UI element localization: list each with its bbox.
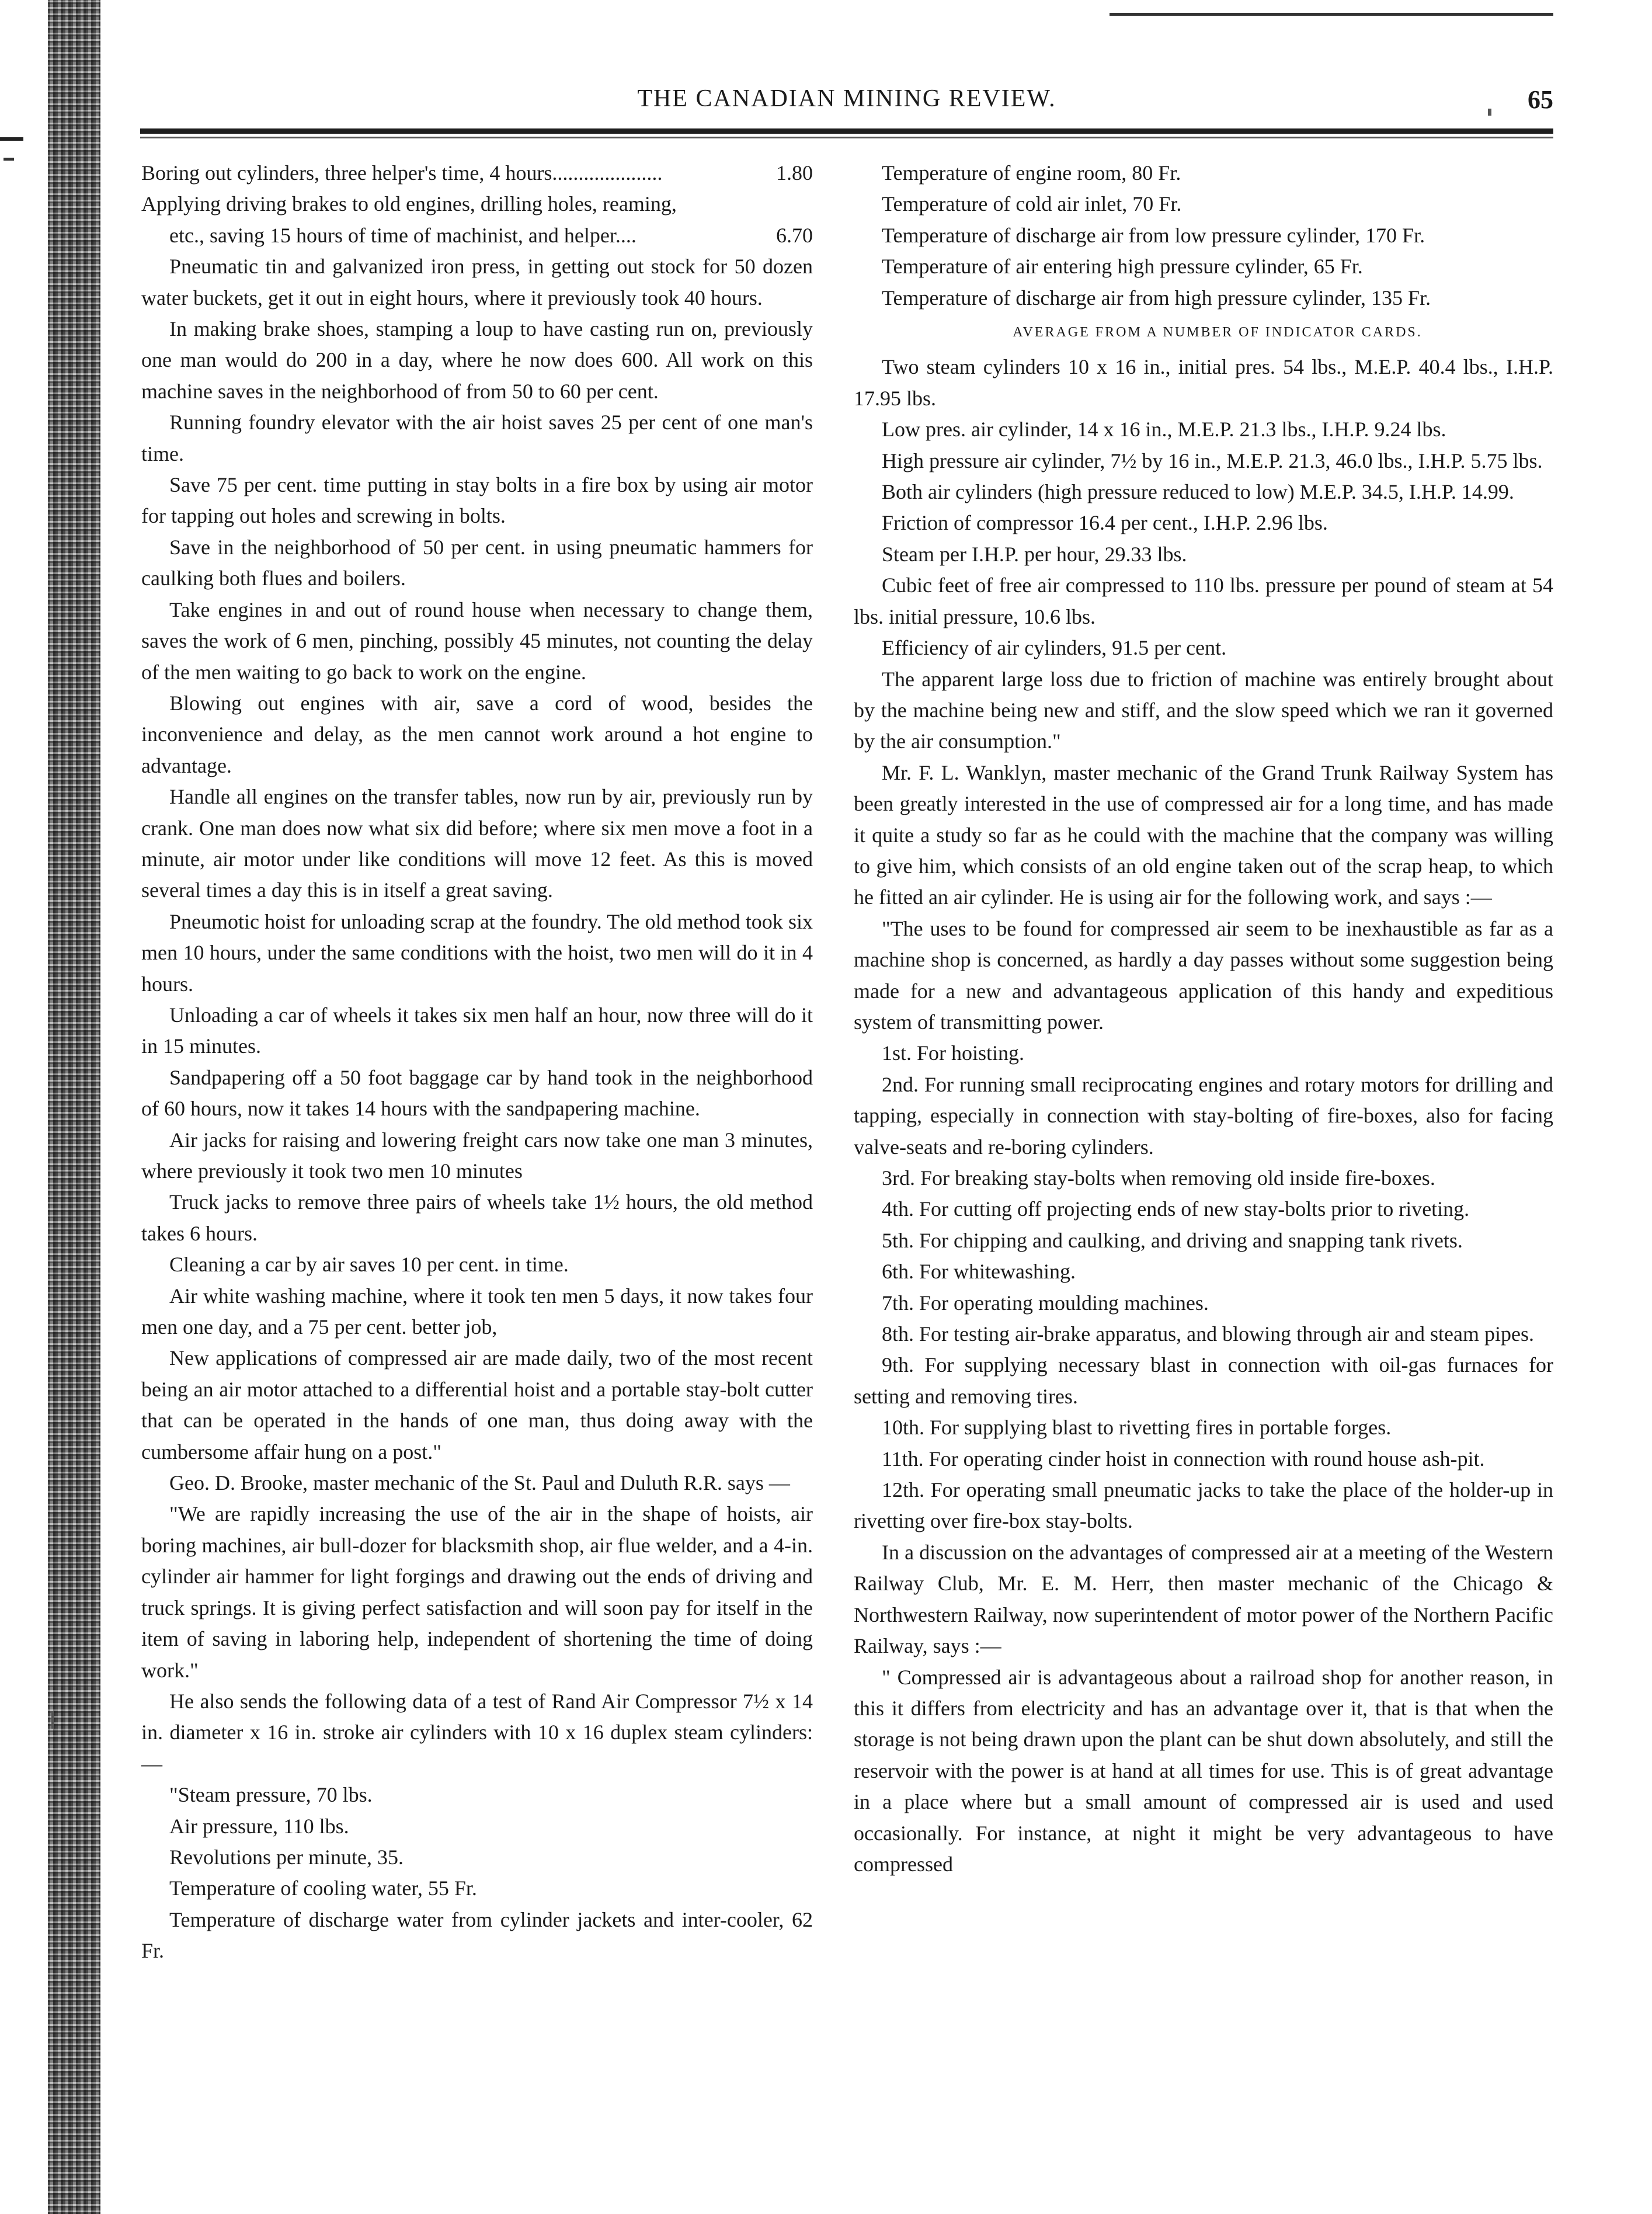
paragraph: Efficiency of air cylinders, 91.5 per cent. bbox=[882, 636, 1227, 660]
paragraph: He also sends the following data of a test of Rand Air Compressor 7½ x 14 in. diameter x 16 in. stroke air cylinders with 10 x 16 duplex steam cylinders:— bbox=[141, 1689, 813, 1775]
paragraph: Running foundry elevator with the air hoist saves 25 per cent of one man's time. bbox=[141, 411, 813, 465]
paragraph: Both air cylinders (high pressure reduced to low) M.E.P. 34.5, I.H.P. 14.99. bbox=[882, 480, 1514, 504]
data-line: Temperature of air entering high pressure cylinder, 65 Fr. bbox=[882, 255, 1363, 279]
paragraph: Mr. F. L. Wanklyn, master mechanic of the Grand Trunk Railway System has been greatly interested in the use of compressed air for a long time, and has made it quite a study so far as he could with the machine that the company was willing to give him, which consists of an old engine taken out of the scrap heap, to which he fitted an air cylinder. He is using air for the following work, and says :— bbox=[854, 760, 1553, 909]
data-line: Temperature of cooling water, 55 Fr. bbox=[169, 1876, 477, 1900]
paragraph: Handle all engines on the transfer tables, now run by air, previously run by crank. One man does now what six did before; where six men move a foot in a minute, air motor under like conditions will move 12 feet. As this is moved several times a day this is in itself a great saving. bbox=[141, 785, 813, 902]
scan-binding-edge bbox=[48, 0, 100, 2214]
list-item: 9th. For supplying necessary blast in connection with oil-gas furnaces for setting and removing tires. bbox=[854, 1353, 1553, 1408]
cost-item-text: etc., saving 15 hours of time of machinist, and helper.... bbox=[169, 223, 637, 247]
paragraph: Cleaning a car by air saves 10 per cent. in time. bbox=[169, 1253, 569, 1277]
header-rule-thick bbox=[140, 128, 1553, 134]
cost-item bbox=[141, 220, 813, 251]
paragraph: Steam per I.H.P. per hour, 29.33 lbs. bbox=[882, 542, 1187, 566]
cost-item-value: 1.80 bbox=[776, 161, 813, 185]
cost-item-value bbox=[801, 189, 813, 220]
list-item: 6th. For whitewashing. bbox=[882, 1260, 1076, 1284]
data-line: Temperature of discharge water from cylinder jackets and inter-cooler, 62 Fr. bbox=[141, 1907, 813, 1963]
paragraph: Air jacks for raising and lowering freight cars now take one man 3 minutes, where previously it took two men 10 minutes bbox=[141, 1128, 813, 1183]
list-item: 11th. For operating cinder hoist in connection with round house ash-pit. bbox=[882, 1447, 1485, 1471]
data-line: Temperature of discharge air from high pressure cylinder, 135 Fr. bbox=[882, 286, 1431, 310]
list-item: 3rd. For breaking stay-bolts when removing old inside fire-boxes. bbox=[882, 1166, 1435, 1190]
paragraph: Two steam cylinders 10 x 16 in., initial pres. 54 lbs., M.E.P. 40.4 lbs., I.H.P. 17.95 lbs. bbox=[854, 355, 1553, 410]
cost-item-text: Boring out cylinders, three helper's time, 4 hours..................... bbox=[141, 161, 663, 185]
paragraph: Pneumotic hoist for unloading scrap at the foundry. The old method took six men 10 hours, under the same conditions with the hoist, two men will do it in 4 hours. bbox=[141, 909, 813, 996]
paragraph: Save in the neighborhood of 50 per cent. in using pneumatic hammers for caulking both flues and boilers. bbox=[141, 535, 813, 590]
list-item: 12th. For operating small pneumatic jacks to take the place of the holder-up in rivetting over fire-box stay-bolts. bbox=[854, 1478, 1553, 1533]
right-column bbox=[854, 158, 1553, 1880]
paragraph: Sandpapering off a 50 foot baggage car by hand took in the neighborhood of 60 hours, now it takes 14 hours with the sandpapering machine. bbox=[141, 1065, 813, 1121]
scan-speck bbox=[1488, 109, 1491, 116]
list-item: 1st. For hoisting. bbox=[882, 1041, 1025, 1065]
paragraph: Friction of compressor 16.4 per cent., I.H.P. 2.96 lbs. bbox=[882, 511, 1328, 535]
list-item: 4th. For cutting off projecting ends of new stay-bolts prior to riveting. bbox=[882, 1197, 1470, 1221]
journal-title: THE CANADIAN MINING REVIEW. bbox=[637, 85, 1056, 112]
paragraph: "The uses to be found for compressed air seem to be inexhaustible as far as a machine shop is concerned, as hardly a day passes without some suggestion being made for a new and advantageous application of this handy and expeditious system of transmitting power. bbox=[854, 916, 1553, 1034]
scan-edge-mark-small bbox=[4, 158, 14, 161]
left-column bbox=[141, 158, 813, 1967]
paragraph: Blowing out engines with air, save a cord of wood, besides the inconvenience and delay, as the men cannot work around a hot engine to advantage. bbox=[141, 691, 813, 777]
data-line: "Steam pressure, 70 lbs. bbox=[169, 1783, 373, 1807]
paragraph: Take engines in and out of round house when necessary to change them, saves the work of 6 men, pinching, possibly 45 minutes, not counting the delay of the men waiting to go back to work on the engine. bbox=[141, 597, 813, 684]
paragraph: "We are rapidly increasing the use of the air in the shape of hoists, air boring machines, air bull-dozer for blacksmith shop, air flue welder, and a 4-in. cylinder air hammer for light forgings and drawing out the ends of driving and truck springs. It is giving perfect satisfaction and will soon pay for itself in the item of saving in laboring help, independent of shortening the time of doing work." bbox=[141, 1502, 813, 1682]
data-line: Temperature of discharge air from low pressure cylinder, 170 Fr. bbox=[882, 223, 1425, 247]
cost-item bbox=[141, 189, 813, 220]
scan-speck bbox=[51, 1711, 54, 1729]
paragraph: High pressure air cylinder, 7½ by 16 in., M.E.P. 21.3, 46.0 lbs., I.H.P. 5.75 lbs. bbox=[882, 449, 1543, 472]
paragraph: Geo. D. Brooke, master mechanic of the St. Paul and Duluth R.R. says — bbox=[169, 1471, 790, 1495]
page-number: 65 bbox=[1528, 85, 1553, 114]
paragraph: In making brake shoes, stamping a loup to have casting run on, previously one man would do 200 in a day, where he now does 600. All work on this machine saves in the neighborhood of from 50 to 60 per cent. bbox=[141, 317, 813, 403]
paragraph: Truck jacks to remove three pairs of wheels take 1½ hours, the old method takes 6 hours. bbox=[141, 1190, 813, 1245]
paragraph: Low pres. air cylinder, 14 x 16 in., M.E.P. 21.3 lbs., I.H.P. 9.24 lbs. bbox=[882, 418, 1446, 442]
paragraph: " Compressed air is advantageous about a railroad shop for another reason, in this it differs from electricity and has an advantage over it, that is that when the storage is not being drawn upon the plant can be shut down absolutely, and still the reservoir with the power is at hand at all times for use. This is of great advantage in a place where but a small amount of compressed air is used and used occasionally. For instance, at night it might be very advantageous to have compressed bbox=[854, 1665, 1553, 1876]
data-line: Revolutions per minute, 35. bbox=[169, 1845, 404, 1869]
cost-item-text: Applying driving brakes to old engines, drilling holes, reaming, bbox=[141, 192, 677, 216]
paragraph: Unloading a car of wheels it takes six men half an hour, now three will do it in 15 minutes. bbox=[141, 1003, 813, 1058]
paragraph: Save 75 per cent. time putting in stay bolts in a fire box by using air motor for tapping out holes and screwing in bolts. bbox=[141, 473, 813, 528]
paragraph: New applications of compressed air are made daily, two of the most recent being an air motor attached to a differential hoist and a portable stay-bolt cutter that can be operated in the hands of one man, thus doing away with the cumbersome affair hung on a post." bbox=[141, 1346, 813, 1464]
page-header bbox=[140, 85, 1553, 120]
list-item: 8th. For testing air-brake apparatus, and blowing through air and steam pipes. bbox=[882, 1322, 1535, 1346]
paragraph: Pneumatic tin and galvanized iron press, in getting out stock for 50 dozen water buckets, get it out in eight hours, where it previously took 40 hours. bbox=[141, 255, 813, 310]
paragraph: Cubic feet of free air compressed to 110 lbs. pressure per pound of steam at 54 lbs. initial pressure, 10.6 lbs. bbox=[854, 574, 1553, 628]
paragraph: Air white washing machine, where it took ten men 5 days, it now takes four men one day, and a 75 per cent. better job, bbox=[141, 1284, 813, 1339]
scan-edge-mark bbox=[0, 137, 23, 141]
header-rule-thin bbox=[140, 137, 1553, 138]
list-item: 5th. For chipping and caulking, and driving and snapping tank rivets. bbox=[882, 1228, 1463, 1252]
section-subheading: AVERAGE FROM A NUMBER OF INDICATOR CARDS. bbox=[1013, 325, 1423, 340]
list-item: 10th. For supplying blast to rivetting fires in portable forges. bbox=[882, 1416, 1392, 1440]
paragraph: In a discussion on the advantages of compressed air at a meeting of the Western Railway Club, Mr. E. M. Herr, then master mechanic of the Chicago & Northwestern Railway, now superintendent of motor power of the Northern Pacific Railway, says :— bbox=[854, 1540, 1553, 1658]
data-line: Temperature of engine room, 80 Fr. bbox=[882, 161, 1181, 185]
list-item: 2nd. For running small reciprocating engines and rotary motors for drilling and tapping, especially in connection with stay-bolting of fire-boxes, also for facing valve-seats and re-boring cylinders. bbox=[854, 1072, 1553, 1159]
top-edge-rule bbox=[1110, 13, 1553, 16]
cost-item-value: 6.70 bbox=[776, 223, 813, 247]
data-line: Temperature of cold air inlet, 70 Fr. bbox=[882, 192, 1182, 216]
paragraph: The apparent large loss due to friction of machine was entirely brought about by the machine being new and stiff, and the slow speed which we ran it governed by the air consumption." bbox=[854, 667, 1553, 753]
list-item: 7th. For operating moulding machines. bbox=[882, 1291, 1209, 1315]
data-line: Air pressure, 110 lbs. bbox=[169, 1814, 349, 1838]
cost-item bbox=[141, 158, 813, 189]
